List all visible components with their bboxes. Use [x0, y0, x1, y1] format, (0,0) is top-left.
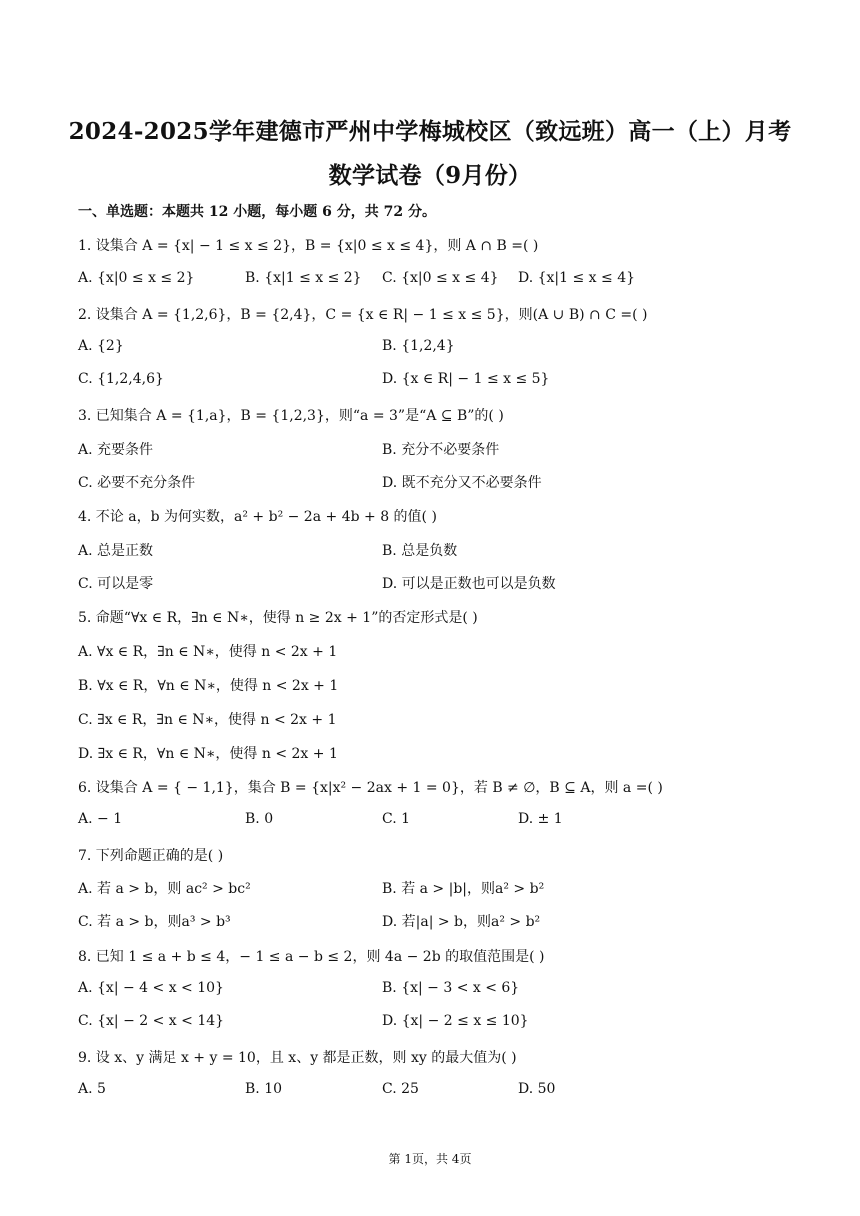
- question-2-option-a: A. {2}: [78, 338, 124, 354]
- question-9-option-d: D. 50: [518, 1081, 556, 1097]
- question-2-stem: 2. 设集合 A = {1,2,6}，B = {2,4}，C = {x ∈ R| − 1 ≤ x ≤ 5}，则(A ∪ B) ∩ C =( ): [78, 307, 648, 323]
- question-9-option-a: A. 5: [78, 1081, 106, 1097]
- question-4-option-c: C. 可以是零: [78, 576, 154, 592]
- question-6-option-c: C. 1: [382, 811, 411, 827]
- question-3-option-a: A. 充要条件: [78, 442, 154, 458]
- exam-title-line2: 数学试卷（9月份）: [328, 162, 532, 189]
- question-3-stem: 3. 已知集合 A = {1,a}，B = {1,2,3}，则“a = 3”是“A ⊆ B”的( ): [78, 408, 504, 424]
- question-7-option-c: C. 若 a > b，则a³ > b³: [78, 914, 231, 930]
- question-5-stem: 5. 命题“∀x ∈ R，∃n ∈ N∗，使得 n ≥ 2x + 1”的否定形式是( ): [78, 610, 478, 626]
- question-7-option-d: D. 若|a| > b，则a² > b²: [382, 914, 541, 930]
- question-8-option-a: A. {x| − 4 < x < 10}: [78, 980, 224, 996]
- question-8-option-c: C. {x| − 2 < x < 14}: [78, 1013, 225, 1029]
- question-8-option-d: D. {x| − 2 ≤ x ≤ 10}: [382, 1013, 529, 1029]
- question-9-option-c: C. 25: [382, 1081, 419, 1097]
- page-footer: 第 1页，共 4页: [388, 1152, 472, 1166]
- question-7-stem: 7. 下列命题正确的是( ): [78, 848, 224, 864]
- question-6-option-a: A. − 1: [78, 811, 123, 827]
- question-4-option-d: D. 可以是正数也可以是负数: [382, 576, 556, 592]
- question-3-option-c: C. 必要不充分条件: [78, 475, 196, 491]
- question-2-option-d: D. {x ∈ R| − 1 ≤ x ≤ 5}: [382, 371, 550, 387]
- question-8-stem: 8. 已知 1 ≤ a + b ≤ 4，− 1 ≤ a − b ≤ 2，则 4a − 2b 的取值范围是( ): [78, 949, 545, 965]
- question-8-option-b: B. {x| − 3 < x < 6}: [382, 980, 520, 996]
- question-4-option-a: A. 总是正数: [78, 543, 154, 559]
- question-7-option-b: B. 若 a > |b|，则a² > b²: [382, 881, 545, 897]
- question-6-option-d: D. ± 1: [518, 811, 563, 827]
- question-1-option-a: A. {x|0 ≤ x ≤ 2}: [78, 270, 195, 286]
- exam-title-line1: 2024-2025学年建德市严州中学梅城校区（致远班）高一（上）月考: [68, 118, 792, 145]
- section-heading: 一、单选题：本题共 12 小题，每小题 6 分，共 72 分。: [78, 204, 436, 220]
- question-6-stem: 6. 设集合 A = { − 1,1}，集合 B = {x|x² − 2ax + 1 = 0}，若 B ≠ ∅，B ⊆ A，则 a =( ): [78, 780, 663, 796]
- question-7-option-a: A. 若 a > b，则 ac² > bc²: [78, 881, 251, 897]
- question-5-option-d: D. ∃x ∈ R，∀n ∈ N∗，使得 n < 2x + 1: [78, 746, 338, 762]
- question-4-option-b: B. 总是负数: [382, 543, 458, 559]
- question-5-option-b: B. ∀x ∈ R，∀n ∈ N∗，使得 n < 2x + 1: [78, 678, 339, 694]
- question-6-option-b: B. 0: [245, 811, 274, 827]
- question-1-option-c: C. {x|0 ≤ x ≤ 4}: [382, 270, 499, 286]
- question-1-option-b: B. {x|1 ≤ x ≤ 2}: [245, 270, 362, 286]
- question-9-option-b: B. 10: [245, 1081, 283, 1097]
- question-2-option-c: C. {1,2,4,6}: [78, 371, 164, 387]
- question-4-stem: 4. 不论 a，b 为何实数，a² + b² − 2a + 4b + 8 的值( ): [78, 509, 437, 525]
- question-9-stem: 9. 设 x、y 满足 x + y = 10，且 x、y 都是正数，则 xy 的最大值为( ): [78, 1050, 517, 1066]
- question-5-option-a: A. ∀x ∈ R，∃n ∈ N∗，使得 n < 2x + 1: [78, 644, 338, 660]
- question-5-option-c: C. ∃x ∈ R，∃n ∈ N∗，使得 n < 2x + 1: [78, 712, 337, 728]
- question-1-stem: 1. 设集合 A = {x| − 1 ≤ x ≤ 2}，B = {x|0 ≤ x ≤ 4}，则 A ∩ B =( ): [78, 238, 539, 254]
- question-1-option-d: D. {x|1 ≤ x ≤ 4}: [518, 270, 636, 286]
- question-3-option-b: B. 充分不必要条件: [382, 442, 500, 458]
- question-2-option-b: B. {1,2,4}: [382, 338, 455, 354]
- question-3-option-d: D. 既不充分又不必要条件: [382, 475, 542, 491]
